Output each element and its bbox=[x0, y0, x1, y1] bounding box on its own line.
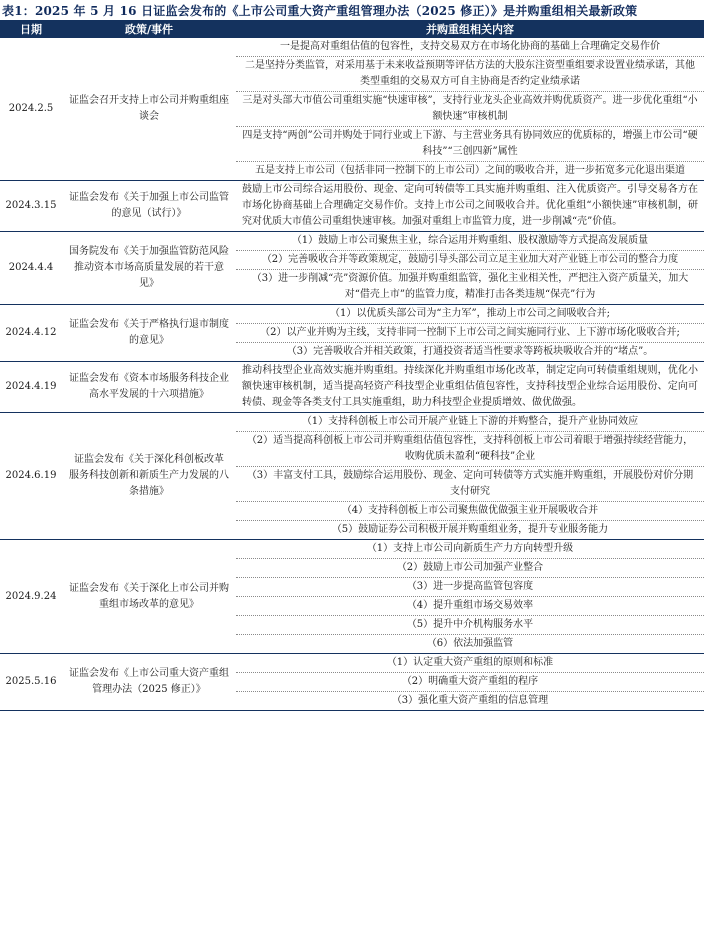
table-row bbox=[0, 305, 704, 324]
table-row bbox=[0, 362, 704, 413]
row-content-item: （3）丰富支付工具，鼓励综合运用股份、现金、定向可转债等方式实施并购重组，开展股份对价分期支付研究 bbox=[236, 467, 704, 502]
row-date: 2024.9.24 bbox=[0, 540, 62, 654]
row-content-item: （5）鼓励证券公司积极开展并购重组业务，提升专业服务能力 bbox=[236, 521, 704, 540]
row-date: 2024.6.19 bbox=[0, 413, 62, 540]
row-date: 2024.3.15 bbox=[0, 181, 62, 232]
header-date: 日期 bbox=[0, 20, 62, 38]
row-content-item: （2）适当提高科创板上市公司并购重组估值包容性，支持科创板上市公司着眼于增强持续经营能力，收购优质未盈利“硬科技”企业 bbox=[236, 432, 704, 467]
row-content-item: （1）支持上市公司向新质生产力方向转型升级 bbox=[236, 540, 704, 559]
row-content-item: （3）进一步提高监管包容度 bbox=[236, 578, 704, 597]
row-date: 2024.2.5 bbox=[0, 38, 62, 181]
row-content-item: 三是对头部大市值公司重组实施“快速审核”，支持行业龙头企业高效并购优质资产。进一步优化重组“小额快速”审核机制 bbox=[236, 92, 704, 127]
header-event: 政策/事件 bbox=[62, 20, 236, 38]
row-event: 证监会发布《资本市场服务科技企业高水平发展的十六项措施》 bbox=[62, 362, 236, 413]
row-event: 证监会召开支持上市公司并购重组座谈会 bbox=[62, 38, 236, 181]
row-content-item: （5）提升中介机构服务水平 bbox=[236, 616, 704, 635]
row-content-item: （1）鼓励上市公司聚焦主业，综合运用并购重组、股权激励等方式提高发展质量 bbox=[236, 232, 704, 251]
row-content-item: （6）依法加强监管 bbox=[236, 635, 704, 654]
row-content-item: （4）提升重组市场交易效率 bbox=[236, 597, 704, 616]
row-event: 证监会发布《关于深化科创板改革 服务科技创新和新质生产力发展的八条措施》 bbox=[62, 413, 236, 540]
row-content-item: 推动科技型企业高效实施并购重组。持续深化并购重组市场化改革，制定定向可转债重组规则，优化小额快速审核机制，适当提高轻资产科技型企业重组估值包容性，支持科技型企业综合运用股份、定向可转债、现金等各类支付工具实施重组，助力科技型企业提质增效、做优做强。 bbox=[236, 362, 704, 413]
table-row bbox=[0, 654, 704, 673]
row-content-item: （3）强化重大资产重组的信息管理 bbox=[236, 692, 704, 711]
row-content-item: （1）支持科创板上市公司开展产业链上下游的并购整合，提升产业协同效应 bbox=[236, 413, 704, 432]
row-content-item: （1）以优质头部公司为“主力军”，推动上市公司之间吸收合并; bbox=[236, 305, 704, 324]
row-event: 证监会发布《关于加强上市公司监管的意见（试行）》 bbox=[62, 181, 236, 232]
table-caption: 表1：2025 年 5 月 16 日证监会发布的《上市公司重大资产重组管理办法（2025 修正）》是并购重组相关最新政策 bbox=[2, 4, 638, 18]
row-date: 2025.5.16 bbox=[0, 654, 62, 711]
row-event: 国务院发布《关于加强监管防范风险推动资本市场高质量发展的若干意见》 bbox=[62, 232, 236, 305]
row-content-item: （3）完善吸收合并相关政策，打通投资者适当性要求等跨板块吸收合并的“堵点”。 bbox=[236, 343, 704, 362]
row-content-item: 二是坚持分类监管，对采用基于未来收益预期等评估方法的大股东注资型重组要求设置业绩承诺，其他类型重组的交易双方可自主协商是否约定业绩承诺 bbox=[236, 57, 704, 92]
table-header-row bbox=[0, 20, 704, 38]
row-content-item: 四是支持“两创”公司并购处于同行业或上下游、与主营业务具有协同效应的优质标的，增强上市公司“硬科技”“三创四新”属性 bbox=[236, 127, 704, 162]
row-content-item: （2）鼓励上市公司加强产业整合 bbox=[236, 559, 704, 578]
row-event: 证监会发布《关于深化上市公司并购重组市场改革的意见》 bbox=[62, 540, 236, 654]
row-content-item: 五是支持上市公司（包括非同一控制下的上市公司）之间的吸收合并，进一步拓宽多元化退出渠道 bbox=[236, 162, 704, 181]
row-content-item: （2）明确重大资产重组的程序 bbox=[236, 673, 704, 692]
row-date: 2024.4.4 bbox=[0, 232, 62, 305]
row-content-item: （1）认定重大资产重组的原则和标准 bbox=[236, 654, 704, 673]
table-row bbox=[0, 232, 704, 251]
header-content: 并购重组相关内容 bbox=[236, 20, 704, 38]
table-row bbox=[0, 540, 704, 559]
row-content-item: （2）以产业并购为主线，支持非同一控制下上市公司之间实施同行业、上下游市场化吸收合并; bbox=[236, 324, 704, 343]
row-content-item: （3）进一步削减“壳”资源价值。加强并购重组监管，强化主业相关性，严把注入资产质量关，加大对“借壳上市”的监管力度，精准打击各类违规“保壳”行为 bbox=[236, 270, 704, 305]
table-row bbox=[0, 38, 704, 57]
row-date: 2024.4.12 bbox=[0, 305, 62, 362]
row-date: 2024.4.19 bbox=[0, 362, 62, 413]
row-content-item: （2）完善吸收合并等政策规定，鼓励引导头部公司立足主业加大对产业链上市公司的整合力度 bbox=[236, 251, 704, 270]
row-content-item: 一是提高对重组估值的包容性，支持交易双方在市场化协商的基础上合理确定交易作价 bbox=[236, 38, 704, 57]
row-content-item: （4）支持科创板上市公司聚焦做优做强主业开展吸收合并 bbox=[236, 502, 704, 521]
table-row bbox=[0, 181, 704, 232]
row-content-item: 鼓励上市公司综合运用股份、现金、定向可转债等工具实施并购重组、注入优质资产。引导交易各方在市场化协商基础上合理确定交易作价。支持上市公司之间吸收合并。优化重组“小额快速”审核机制，研究对优质大市值公司重组快速审核。加强对重组上市监管力度，进一步削减“壳”价值。 bbox=[236, 181, 704, 232]
row-event: 证监会发布《上市公司重大资产重组管理办法（2025 修正）》 bbox=[62, 654, 236, 711]
row-event: 证监会发布《关于严格执行退市制度的意见》 bbox=[62, 305, 236, 362]
policy-table bbox=[0, 20, 704, 711]
table-row bbox=[0, 413, 704, 432]
